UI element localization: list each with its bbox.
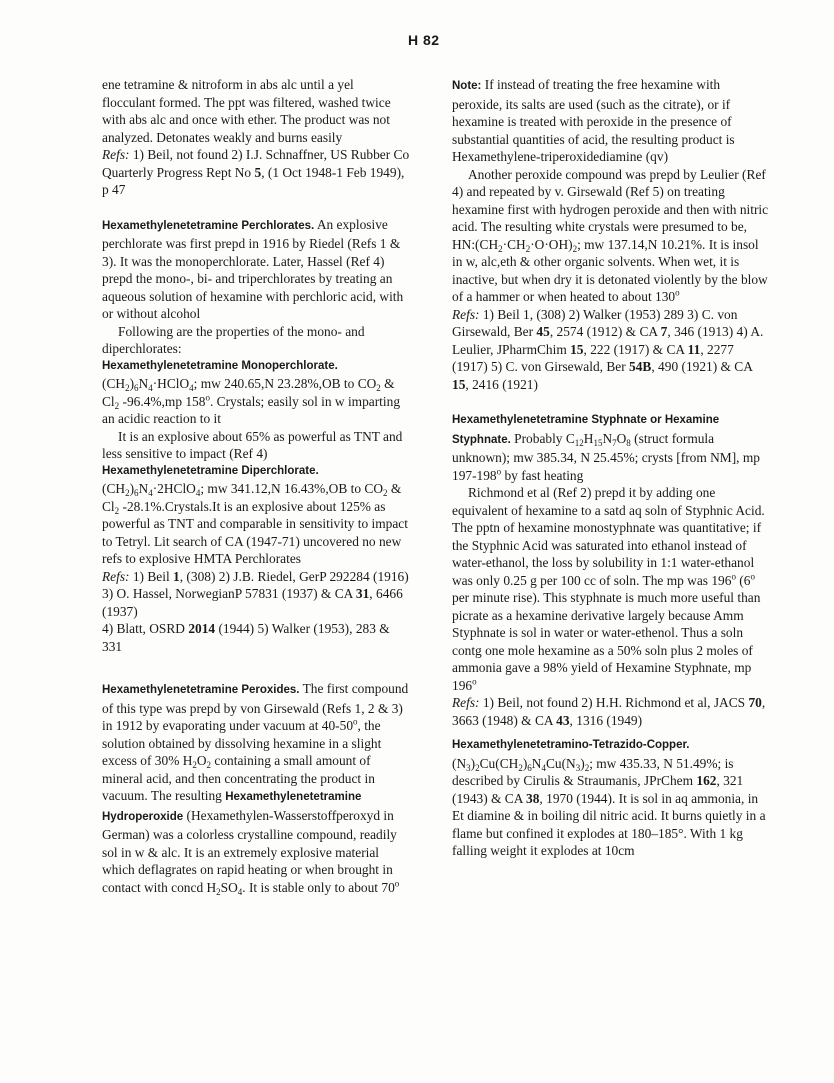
- copper-heading: Hexamethylenetetramino-Tetrazido-Copper.: [452, 739, 690, 751]
- perchlorates-entry: Hexamethylenetetramine Perchlorates. An explosive perchlorate was first prepd in 1916 by Riedel (Refs 1 & 3). It was the monoperchlorate. Later, Hassel (Ref 4) prepd the mono-, bi- and triperchlorates by treating an aqueous solution of hexamine with perchloric acid, with or without alcohol: [102, 216, 404, 321]
- perchlorates-heading: Hexamethylenetetramine Perchlorates.: [102, 219, 315, 232]
- monoperchlorate-heading: Hexamethylenetetramine Monoperchlorate.: [102, 359, 338, 372]
- richmond-paragraph: Richmond et al (Ref 2) prepd it by adding one equivalent of hexamine to a satd aq soln of Styphnic Acid. The pptn of hexamine monostyphnate was quantitative; if the Styphnic Acid was saturated into ethanol instead of water-ethanol, the loss by solubility in 1:1 water-ethanol was only 0.25 g per 100 cc of soln. The mp was 196$^o$ (6$^o$ per minute rise). This styphnate is much more useful than picrate as a hexamine derivative largely because Amm Styphnate is sol in water or water-ethenol. Thus a soln contg one mole hexamine as a 50% soln plus 2 moles of ammonia gave a 98% yield of Hexamine Styphnate, mp 196$^o$: [452, 485, 765, 693]
- right-column: [452, 76, 772, 860]
- leulier-paragraph: Another peroxide compound was prepd by Leulier (Ref 4) and repeated by v. Girsewald (Ref 5) on treating hexamine first with hydrogen peroxide and then with nitric acid. The resulting white crystals were presumed to be, $HN:(CH_2\cdot CH_2\cdot O\cdot OH)_2$; mw 137.14,N 10.21%. It is insol in w, alc,eth & other organic solvents. When wet, it is inactive, but when dry it is detonated violently by the blow of a hammer or when heated to about 130$^o$: [452, 166, 769, 304]
- peroxides-heading: Hexamethylenetetramine Peroxides.: [102, 684, 300, 696]
- intro-paragraph: ene tetramine & nitroform in abs alc until a yel flocculant formed. The ppt was filtered, washed twice with abs alc and once with ether. The product was not analyzed. Detonates weakly and burns easily: [102, 77, 391, 145]
- styphnate-entry: Hexamethylenetetramine Styphnate or Hexamine Styphnate. Probably $C_{12}H_{15}N_7O_8$ (struct formula unknown); mw 385.34, N 25.45%; crysts [from NM], mp 197-198$^o$ by fast heating: [452, 414, 760, 483]
- refs-4: Refs: 1) Beil, not found 2) H.H. Richmond et al, JACS 70, 3663 (1948) & CA 43, 1316 (1949): [452, 695, 766, 728]
- styphnate-heading: Hexamethylenetetramine Styphnate or Hexamine Styphnate.: [452, 414, 720, 446]
- refs-2-cont: 4) Blatt, OSRD 2014 (1944) 5) Walker (1953), 283 & 331: [102, 621, 390, 654]
- page-number: H 82: [408, 32, 440, 48]
- diperchlorate-text: $(CH_2)_6N_4\cdot 2HClO_4$; mw 341.12,N 16.43%,OB to $CO_2$ & $Cl_2$ -28.1%.Crystals.It is an explosive about 125% as powerful as TNT and comparable in sensitivity to impact to Tetryl. Lit search of CA (1947-71) uncovered no new refs to explosive HMTA Perchlorates: [102, 481, 408, 566]
- refs-2: Refs: 1) Beil 1, (308) 2) J.B. Riedel, GerP 292284 (1916) 3) O. Hassel, NorwegianP 57831 (1937) & CA 31, 6466 (1937): [102, 568, 409, 619]
- hydroperoxide-term: Hexamethylenetetramine Hydroperoxide: [102, 791, 362, 823]
- copper-text: $(N_3)_2Cu(CH_2)_6N_4Cu(N_3)_2$; mw 435.33, N 51.49%; is described by Cirulis & Straumanis, JPrChem 162, 321 (1943) & CA 38, 1970 (1944). It is sol in aq ammonia, in Et diamine & in boiling dil nitric acid. It burns quietly in a flame but confined it explodes at 180–185°. With 1 kg falling weight it explodes at 10cm: [452, 755, 766, 858]
- note-paragraph: Note: If instead of treating the free hexamine with peroxide, its salts are used (such as the citrate), or if hexamine is treated with peroxide in the presence of substantial quantities of acid, the resulting product is Hexamethylene-triperoxidediamine (qv): [452, 77, 735, 164]
- monoperchlorate-power: It is an explosive about 65% as powerful as TNT and less sensitive to impact (Ref 4): [102, 428, 403, 461]
- diperchlorate-heading: Hexamethylenetetramine Diperchlorate.: [102, 464, 319, 477]
- refs-3: Refs: 1) Beil 1, (308) 2) Walker (1953) 289 3) C. von Girsewald, Ber 45, 2574 (1912) & CA 7, 346 (1913) 4) A. Leulier, JPharmChim 15, 222 (1917) & CA 11, 2277 (1917) 5) C. von Girsewald, Ber 54B, 490 (1921) & CA 15, 2416 (1921): [452, 306, 764, 392]
- refs-1: Refs: 1) Beil, not found 2) I.J. Schnaffner, US Rubber Co Quarterly Progress Rept No 5, (1 Oct 1948-1 Feb 1949), p 47: [102, 147, 410, 197]
- following-text: Following are the properties of the mono- and diperchlorates:: [102, 323, 365, 356]
- peroxides-entry: Hexamethylenetetramine Peroxides. The first compound of this type was prepd by von Girsewald (Refs 1, 2 & 3) in 1912 by evaporating under vacuum at 40-50$^o$, the solution obtained by dissolving hexamine in a slight excess of 30% $H_2O_2$ containing a small amount of mineral acid, and then concentrating the product in vacuum. The resulting Hexamethylenetetramine Hydroperoxide (Hexamethylen-Wasserstoffperoxyd in German) was a colorless crystalline compound, readily sol in w & alc. It is an extremely explosive material which deflagrates on rapid heating or when brought in contact with concd $H_2SO_4$. It is stable only to about 70$^o$: [102, 681, 409, 897]
- monoperchlorate-text: $(CH_2)_6N_4\cdot HClO_4$; mw 240.65,N 23.28%,OB to $CO_2$ & $Cl_2$ -96.4%,mp 158$^o$. Crystals; easily sol in w imparting an acidic reaction to it: [102, 376, 401, 426]
- left-column: [102, 76, 410, 896]
